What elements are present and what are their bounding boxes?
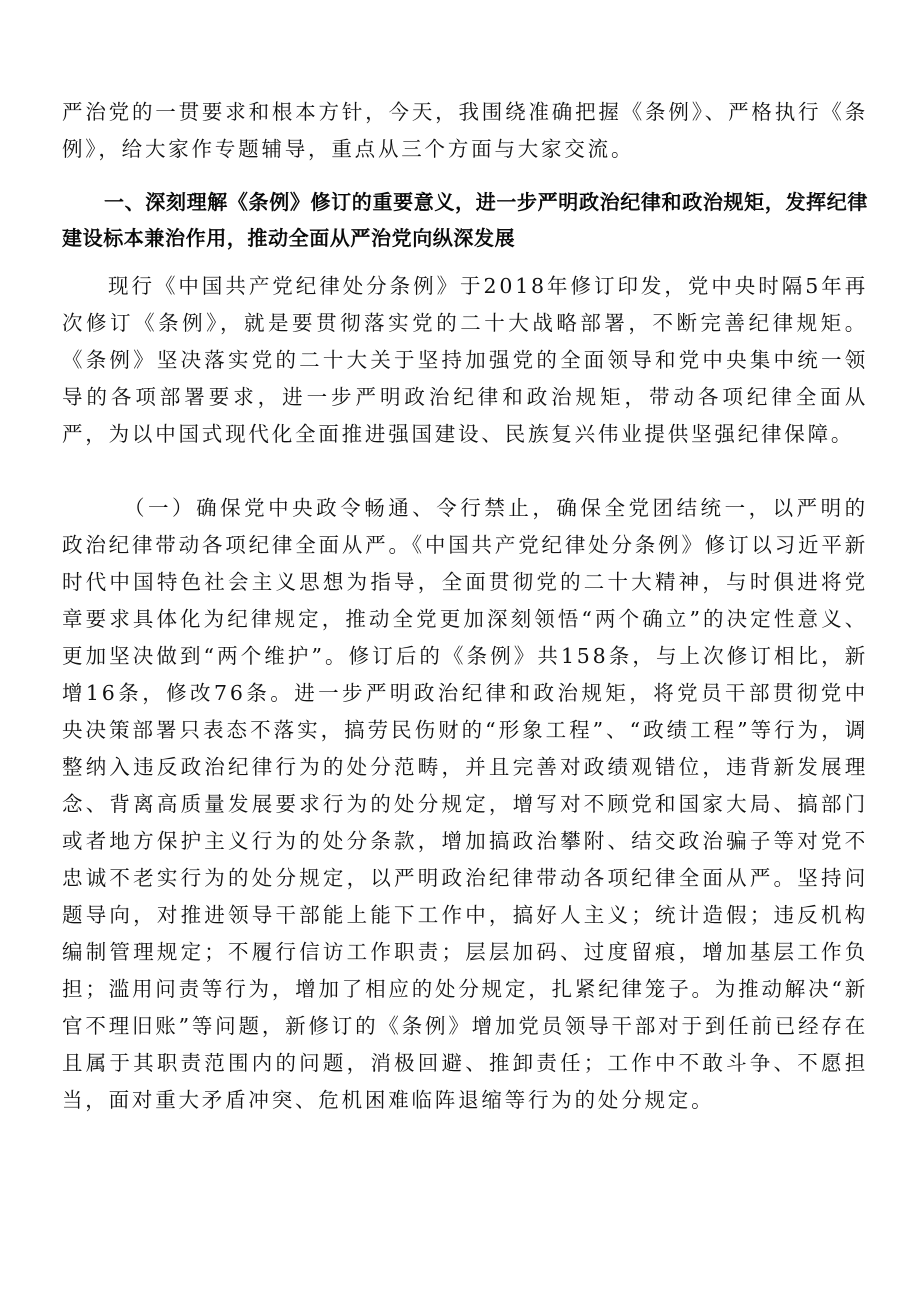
intro-paragraph: 严治党的一贯要求和根本方针，今天，我围绕准确把握《条例》、严格执行《条例》，给大家作专题辅导，重点从三个方面与大家交流。	[62, 100, 868, 161]
body-paragraph-2: （一）确保党中央政令畅通、令行禁止，确保全党团结统一，以严明的政治纪律带动各项纪律全面从严。《中国共产党纪律处分条例》修订以习近平新时代中国特色社会主义思想为指导，全面贯彻党的二十大精神，与时俱进将党章要求具体化为纪律规定，推动全党更加深刻领悟“两个确立”的决定性意义、更加坚决做到“两个维护”。修订后的《条例》共158条，与上次修订相比，新增16条，修改76条。进一步严明政治纪律和政治规矩，将党员干部贯彻党中央决策部署只表态不落实，搞劳民伤财的“形象工程”、“政绩工程”等行为，调整纳入违反政治纪律行为的处分范畴，并且完善对政绩观错位，违背新发展理念、背离高质量发展要求行为的处分规定，增写对不顾党和国家大局、搞部门或者地方保护主义行为的处分条款，增加搞政治攀附、结交政治骗子等对党不忠诚不老实行为的处分规定，以严明政治纪律带动各项纪律全面从严。坚持问题导向，对推进领导干部能上能下工作中，搞好人主义；统计造假；违反机构编制管理规定；不履行信访工作职责；层层加码、过度留痕，增加基层工作负担；滥用问责等行为，增加了相应的处分规定，扎紧纪律笼子。为推动解决“新官不理旧账”等问题，新修订的《条例》增加党员领导干部对于到任前已经存在且属于其职责范围内的问题，消极回避、推卸责任；工作中不敢斗争、不愿担当，面对重大矛盾冲突、危机困难临阵退缩等行为的处分规定。	[62, 496, 868, 1112]
section-heading: 一、深刻理解《条例》修订的重要意义，进一步严明政治纪律和政治规矩，发挥纪律建设标本兼治作用，推动全面从严治党向纵深发展	[62, 190, 868, 250]
body-paragraph-1: 现行《中国共产党纪律处分条例》于2018年修订印发，党中央时隔5年再次修订《条例》，就是要贯彻落实党的二十大战略部署，不断完善纪律规矩。《条例》坚决落实党的二十大关于坚持加强党的全面领导和党中央集中统一领导的各项部署要求，进一步严明政治纪律和政治规矩，带动各项纪律全面从严，为以中国式现代化全面推进强国建设、民族复兴伟业提供坚强纪律保障。	[62, 274, 868, 446]
